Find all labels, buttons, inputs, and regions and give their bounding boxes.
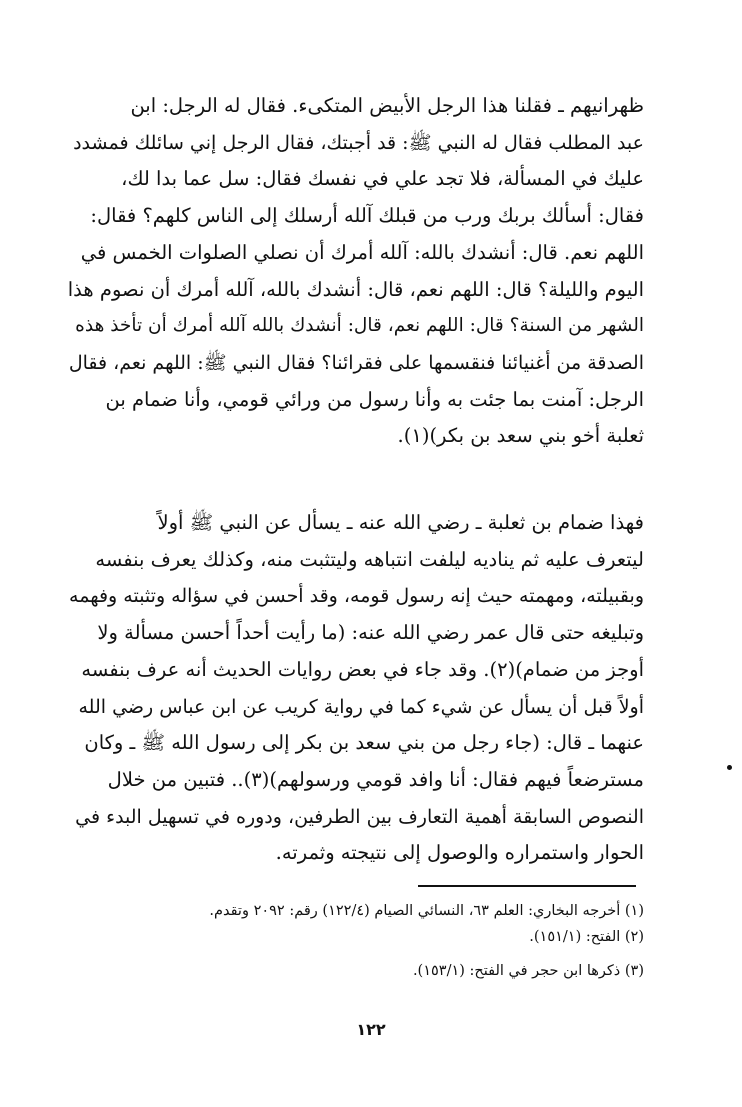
footnote-2: (٢) الفتح: (١٥١/١). (529, 929, 644, 945)
text-line: عليك في المسألة، فلا تجد علي في نفسك فقال: سل عما بدا لك، (121, 167, 644, 191)
footnote-1: (١) أخرجه البخاري: العلم ٦٣، النسائي الصيام (١٢٢/٤) رقم: ٢٠٩٢ وتقدم. (209, 903, 644, 919)
text-line: الشهر من السنة؟ قال: اللهم نعم، قال: أنشدك بالله آلله أمرك أن تأخذ هذه (75, 315, 644, 337)
text-line: الصدقة من أغنيائنا فنقسمها على فقرائنا؟ فقال النبي ﷺ: اللهم نعم، فقال (68, 351, 644, 374)
text-line: أولاً قبل أن يسأل عن شيء كما في رواية كريب عن ابن عباس رضي الله (78, 695, 644, 718)
text-line: النصوص السابقة أهمية التعارف بين الطرفين، ودوره في تسهيل البدء في (75, 805, 644, 828)
footnote-3: (٣) ذكرها ابن حجر في الفتح: (١٥٣/١). (412, 963, 644, 979)
text-line: وتبليغه حتى قال عمر رضي الله عنه: (ما رأيت أحداً أحسن مسألة ولا (97, 621, 644, 645)
text-line: عبد المطلب فقال له النبي ﷺ: قد أجبتك، فقال الرجل إني سائلك فمشدد (73, 131, 644, 154)
footnotes (120, 898, 644, 984)
text-line: اللهم نعم. قال: أنشدك بالله: آلله أمرك أن نصلي الصلوات الخمس في (80, 240, 644, 264)
page-number: ١٢٢ (356, 1020, 386, 1039)
text-line: اليوم والليلة؟ قال: اللهم نعم، قال: أنشدك بالله، آلله أمرك أن نصوم هذا (67, 277, 644, 301)
footnote-divider (418, 885, 636, 887)
text-line: فقال: أسألك بربك ورب من قبلك آلله أرسلك إلى الناس كلهم؟ فقال: (90, 204, 644, 228)
text-line: عنهما ـ قال: (جاء رجل من بني سعد بن بكر إلى رسول الله ﷺ ـ وكان (84, 731, 644, 755)
text-line: أوجز من ضمام)(٢). وقد جاء في بعض روايات الحديث أنه عرف بنفسه (81, 657, 644, 681)
text-line: وبقبيلته، ومهمته حيث إنه رسول قومه، وقد أحسن في سؤاله وتثبته وفهمه (69, 585, 644, 608)
text-line: ثعلبة أخو بني سعد بن بكر)(١). (397, 424, 644, 448)
paragraph-hadith (68, 88, 644, 455)
text-line: مسترضعاً فيهم فقال: أنا وافد قومي ورسولهم)(٣).. فتبين من خلال (107, 767, 644, 791)
text-line: الحوار واستمراره والوصول إلى نتيجته وثمرته. (275, 841, 644, 865)
text-line: فهذا ضمام بن ثعلبة ـ رضي الله عنه ـ يسأل عن النبي ﷺ أولاً (157, 511, 644, 535)
paragraph-commentary (68, 505, 644, 872)
text-line: ظهرانيهم ـ فقلنا هذا الرجل الأبيض المتكىء. فقال له الرجل: ابن (130, 94, 644, 117)
scan-dot-mark (727, 765, 732, 770)
text-line: الرجل: آمنت بما جئت به وأنا رسول من ورائي قومي، وأنا ضمام بن (105, 387, 644, 411)
text-line: ليتعرف عليه ثم يناديه ليلفت انتباهه وليتثبت منه، وكذلك يعرف بنفسه (95, 547, 644, 571)
page-body (68, 88, 644, 872)
